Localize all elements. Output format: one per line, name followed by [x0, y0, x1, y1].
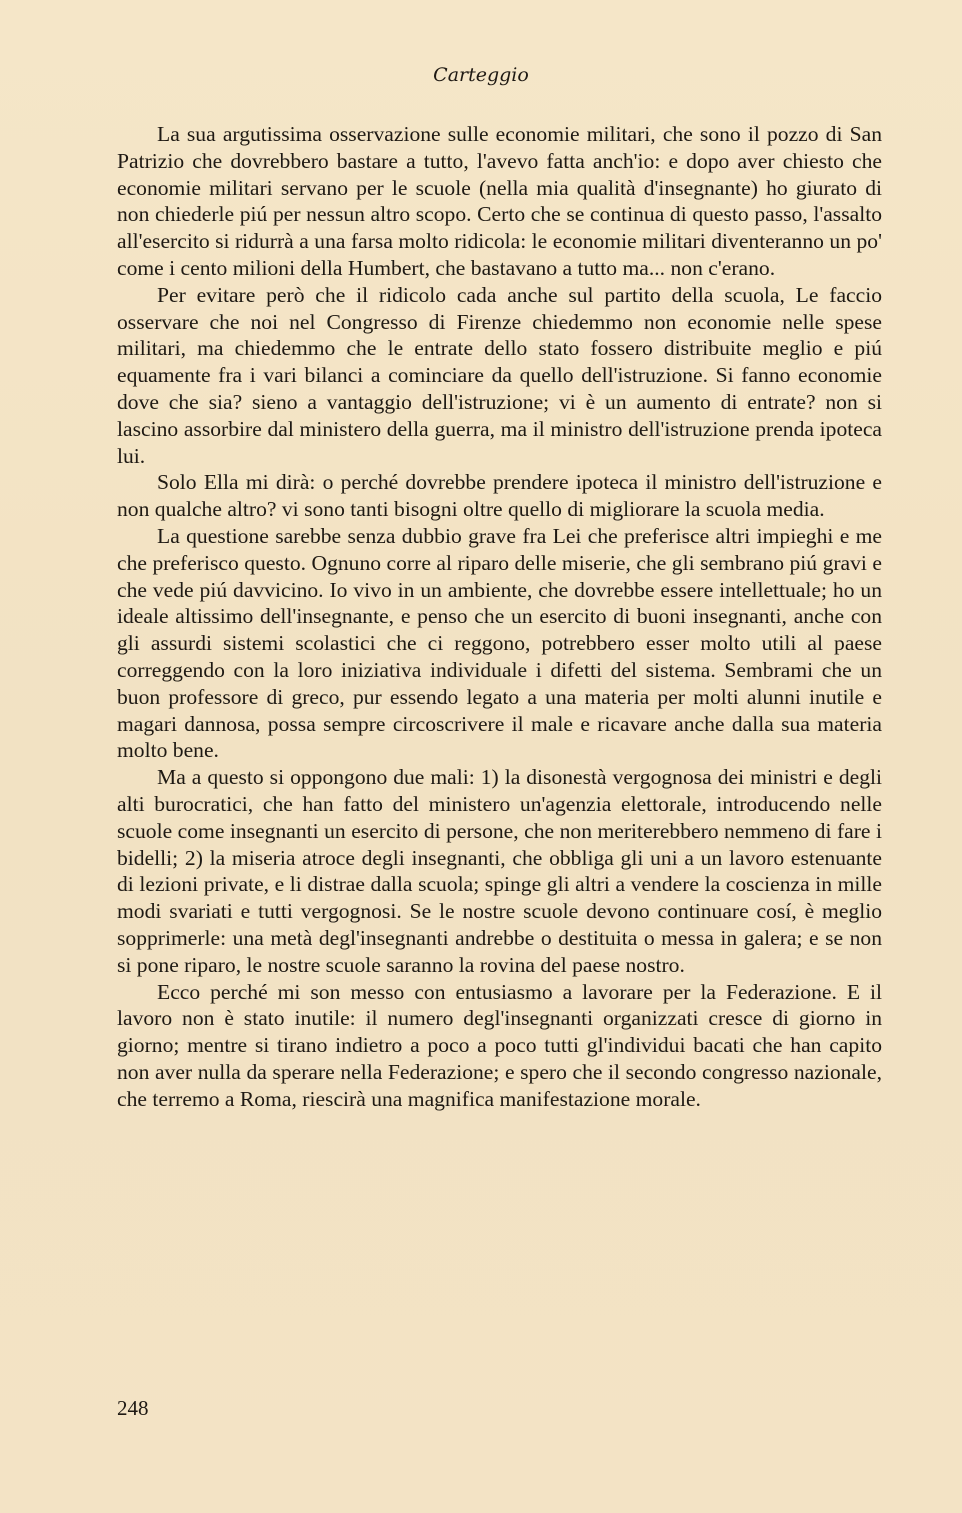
- paragraph: La sua argutissima osservazione sulle economie militari, che sono il pozzo di San Patrizio che dovrebbero bastare a tutto, l'avevo fatta anch'io: e dopo aver chiesto che economie militari servano per le scuole (nella mia qualità d'insegnante) ho giurato di non chiederle piú per nessun altro scopo. Certo che se continua di questo passo, l'assalto all'esercito si ridurrà a una farsa molto ridicola: le economie militari diventeranno un po' come i cento milioni della Humbert, che bastavano a tutto ma... non c'erano.: [117, 122, 882, 280]
- paragraph: Ecco perché mi son messo con entusiasmo a lavorare per la Federazione. E il lavoro non è stato inutile: il numero degl'insegnanti organizzati cresce di giorno in giorno; mentre si tirano indietro a poco a poco tutti gl'individui bacati che han capito non aver nulla da sperare nella Federazione; e spero che il secondo congresso nazionale, che terremo a Roma, riescirà una magnifica manifestazione morale.: [117, 979, 882, 1111]
- paragraph: Ma a questo si oppongono due mali: 1) la disonestà vergognosa dei ministri e degli alti burocratici, che han fatto del ministero un'agenzia elettorale, introducendo nelle scuole come insegnanti un esercito di persone, che non meriterebbero nemmeno di fare i bidelli; 2) la miseria atroce degli insegnanti, che obbliga gli uni a un lavoro estenuante di lezioni private, e li distrae dalla scuola; spinge gli altri a vendere la coscienza in mille modi svariati e tutti vergognosi. Se le nostre scuole devono continuare cosí, è meglio sopprimerle: una metà degl'insegnanti andrebbe o destituita o messa in galera; e se non si pone riparo, le nostre scuole saranno la rovina del paese nostro.: [117, 765, 882, 977]
- paragraph: Per evitare però che il ridicolo cada anche sul partito della scuola, Le faccio osservare che noi nel Congresso di Firenze chiedemmo non economie nelle spese militari, ma chiedemmo che le entrate dello stato fossero distribuite meglio e piú equamente fra i vari bilanci a cominciare da quello dell'istruzione. Si fanno economie dove che sia? sieno a vantaggio dell'istruzione; vi è un aumento di entrate? non si lascino assorbire dal ministero della guerra, ma il ministro dell'istruzione prenda ipoteca lui.: [117, 282, 882, 468]
- running-head: Carteggio: [433, 64, 529, 86]
- page-number: 248: [117, 1396, 149, 1420]
- paragraph: La questione sarebbe senza dubbio grave fra Lei che preferisce altri impieghi e me che preferisco questo. Ognuno corre al riparo delle miserie, che gli sembrano piú gravi e che vede piú davvicino. Io vivo in un ambiente, che dovrebbe essere intellettuale; ho un ideale altissimo dell'insegnante, e penso che un esercito di buoni insegnanti, anche con gli assurdi sistemi scolastici che ci reggono, potrebbero esser molto utili al paese correggendo con la loro iniziativa individuale i difetti del sistema. Sembrami che un buon professore di greco, pur essendo legato a una materia per molti alunni inutile e magari dannosa, possa sempre circoscrivere il male e ricavare anche dalla sua materia molto bene.: [117, 523, 882, 763]
- paragraph: Solo Ella mi dirà: o perché dovrebbe prendere ipoteca il ministro dell'istruzione e non qualche altro? vi sono tanti bisogni oltre quello di migliorare la scuola media.: [117, 470, 882, 522]
- letter-body: [117, 121, 882, 1112]
